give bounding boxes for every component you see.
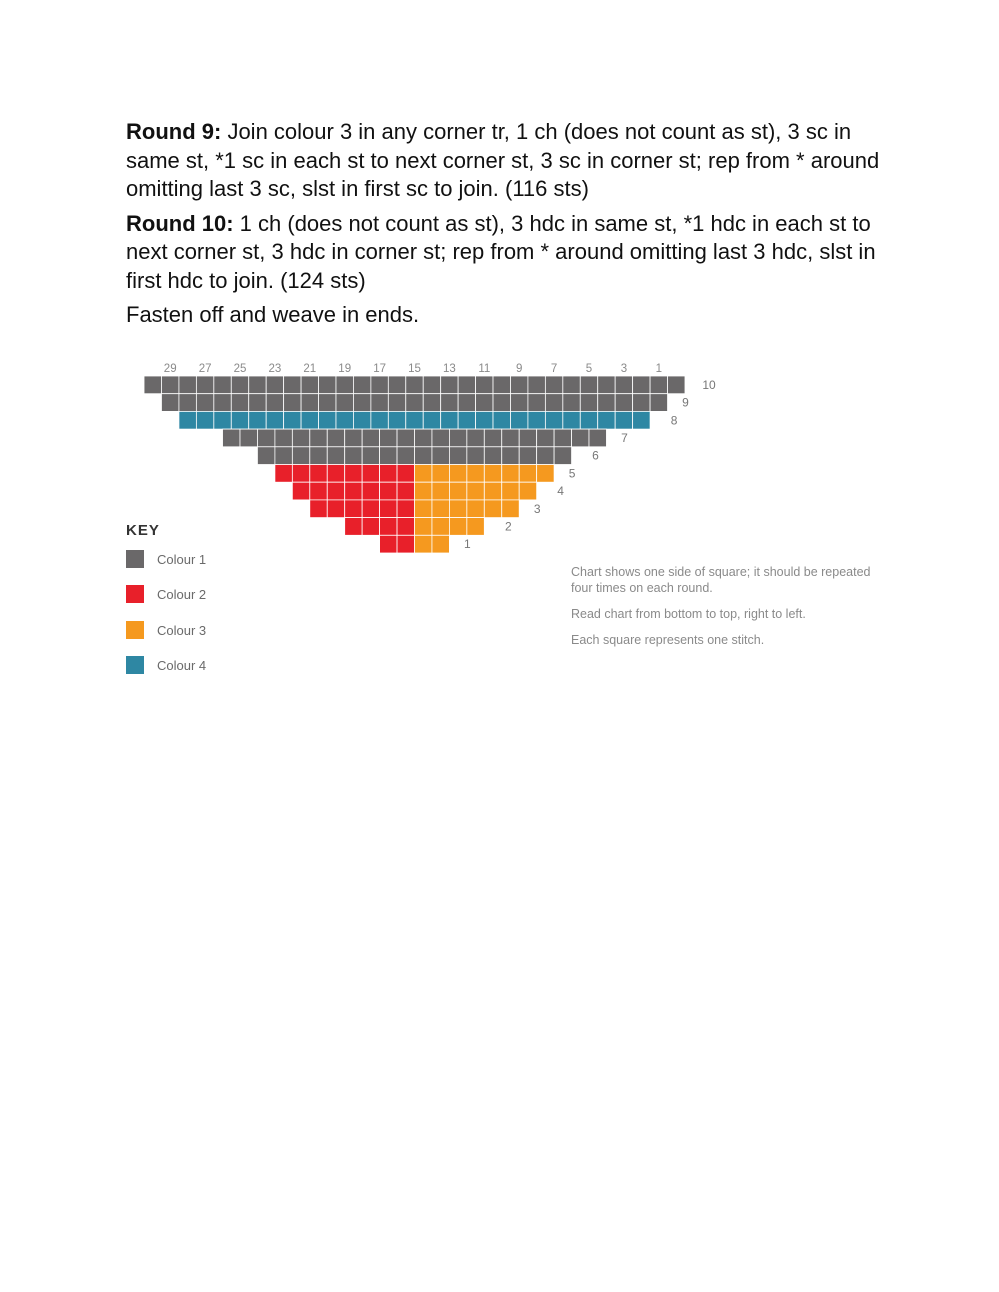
column-label: 25 bbox=[233, 363, 247, 375]
stitch-cell bbox=[502, 447, 519, 465]
stitch-cell bbox=[397, 518, 414, 536]
stitch-cell bbox=[327, 447, 344, 465]
stitch-cell bbox=[327, 465, 344, 483]
column-label: 15 bbox=[408, 363, 421, 375]
stitch-cell bbox=[415, 500, 432, 518]
stitch-cell bbox=[249, 394, 266, 412]
row-label: 1 bbox=[464, 537, 471, 552]
stitch-cell bbox=[292, 429, 309, 447]
stitch-cell bbox=[257, 429, 274, 447]
stitch-cell bbox=[292, 465, 309, 483]
stitch-cell bbox=[397, 535, 414, 553]
stitch-cell bbox=[266, 411, 283, 429]
stitch-cell bbox=[371, 376, 388, 394]
stitch-cell bbox=[449, 518, 466, 536]
key-item-colour-4 bbox=[126, 656, 206, 674]
key-title: KEY bbox=[126, 522, 160, 539]
note-reading-direction: Read chart from bottom to top, right to left. bbox=[571, 607, 806, 621]
chart-row-10 bbox=[144, 376, 685, 394]
stitch-cell bbox=[519, 482, 536, 500]
stitch-cell bbox=[484, 429, 501, 447]
stitch-cell bbox=[467, 447, 484, 465]
stitch-cell bbox=[371, 394, 388, 412]
round-10-label: Round 10: bbox=[126, 210, 234, 236]
stitch-cell bbox=[580, 411, 597, 429]
stitch-cell bbox=[572, 429, 589, 447]
colour-4-swatch bbox=[126, 656, 144, 674]
stitch-cell bbox=[380, 447, 397, 465]
column-label: 11 bbox=[478, 363, 491, 375]
stitch-cell bbox=[580, 394, 597, 412]
stitch-cell bbox=[415, 518, 432, 536]
stitch-cell bbox=[449, 465, 466, 483]
stitch-cell bbox=[179, 411, 196, 429]
colour-2-swatch bbox=[126, 585, 144, 603]
chart-row-3 bbox=[310, 500, 519, 518]
stitch-cell bbox=[223, 429, 240, 447]
stitch-cell bbox=[415, 465, 432, 483]
stitch-cell bbox=[319, 376, 336, 394]
stitch-cell bbox=[275, 465, 292, 483]
round-9-paragraph bbox=[126, 118, 886, 204]
key-item-colour-3 bbox=[126, 621, 206, 639]
column-label: 23 bbox=[268, 363, 282, 375]
stitch-cell bbox=[633, 376, 650, 394]
column-label: 17 bbox=[373, 363, 386, 375]
stitch-cell bbox=[415, 482, 432, 500]
chart-row-7 bbox=[223, 429, 607, 447]
stitch-cell bbox=[510, 376, 527, 394]
stitch-cell bbox=[319, 411, 336, 429]
colour-4-label: Colour 4 bbox=[157, 657, 207, 673]
row-label: 5 bbox=[568, 466, 576, 481]
stitch-cell bbox=[353, 376, 370, 394]
stitch-cell bbox=[528, 394, 545, 412]
stitch-cell bbox=[432, 465, 449, 483]
stitch-cell bbox=[537, 447, 554, 465]
stitch-cell bbox=[353, 411, 370, 429]
stitch-cell bbox=[415, 447, 432, 465]
stitch-cell bbox=[397, 429, 414, 447]
chart-notes bbox=[571, 564, 871, 658]
column-label: 19 bbox=[338, 363, 352, 375]
stitch-cell bbox=[458, 376, 475, 394]
stitch-cell bbox=[650, 394, 667, 412]
stitch-cell bbox=[528, 411, 545, 429]
row-label: 8 bbox=[670, 413, 678, 428]
stitch-cell bbox=[432, 447, 449, 465]
stitch-cell bbox=[598, 394, 615, 412]
stitch-cell bbox=[249, 411, 266, 429]
stitch-cell bbox=[345, 500, 362, 518]
stitch-cell bbox=[633, 394, 650, 412]
stitch-cell bbox=[257, 447, 274, 465]
stitch-cell bbox=[432, 535, 449, 553]
stitch-cell bbox=[467, 429, 484, 447]
stitch-cell bbox=[196, 376, 213, 394]
stitch-cell bbox=[327, 500, 344, 518]
stitch-cell bbox=[196, 394, 213, 412]
stitch-cell bbox=[502, 429, 519, 447]
colour-1-swatch bbox=[126, 550, 144, 568]
column-label: 13 bbox=[443, 363, 456, 375]
stitch-cell bbox=[432, 518, 449, 536]
stitch-cell bbox=[380, 535, 397, 553]
stitch-cell bbox=[345, 429, 362, 447]
stitch-cell bbox=[292, 447, 309, 465]
stitch-cell bbox=[362, 518, 379, 536]
chart-row-2 bbox=[345, 518, 485, 536]
stitch-cell bbox=[380, 429, 397, 447]
stitch-cell bbox=[449, 482, 466, 500]
round-10-text: 1 ch (does not count as st), 3 hdc in same st, *1 hdc in each st to next corner st, 3 hdc in corner st; rep from * around omitting last 3 hdc, slst in first hdc to join. (124 sts) bbox=[126, 210, 876, 293]
stitch-cell bbox=[476, 394, 493, 412]
key-item-colour-1 bbox=[126, 550, 206, 568]
column-label: 9 bbox=[515, 363, 523, 375]
stitch-cell bbox=[467, 518, 484, 536]
round-9-label: Round 9: bbox=[126, 119, 222, 144]
stitch-cell bbox=[493, 411, 510, 429]
column-label: 29 bbox=[163, 363, 177, 375]
note-stitch-square: Each square represents one stitch. bbox=[571, 633, 765, 647]
stitch-cell bbox=[388, 394, 405, 412]
stitch-cell bbox=[615, 394, 632, 412]
stitch-cell bbox=[484, 447, 501, 465]
stitch-cell bbox=[240, 429, 257, 447]
stitch-cell bbox=[179, 376, 196, 394]
stitch-cell bbox=[231, 394, 248, 412]
stitch-cell bbox=[441, 394, 458, 412]
stitch-cell bbox=[432, 500, 449, 518]
row-label: 3 bbox=[533, 501, 541, 516]
stitch-cell bbox=[310, 465, 327, 483]
stitch-cell bbox=[371, 411, 388, 429]
stitch-cell bbox=[301, 411, 318, 429]
stitch-cell bbox=[423, 376, 440, 394]
stitch-cell bbox=[362, 447, 379, 465]
stitch-cell bbox=[345, 465, 362, 483]
stitch-cell bbox=[161, 394, 178, 412]
stitch-cell bbox=[380, 465, 397, 483]
stitch-cell bbox=[406, 411, 423, 429]
stitch-cell bbox=[449, 500, 466, 518]
stitch-cell bbox=[362, 465, 379, 483]
stitch-cell bbox=[397, 465, 414, 483]
stitch-cell bbox=[380, 482, 397, 500]
stitch-cell bbox=[301, 376, 318, 394]
stitch-cell bbox=[554, 429, 571, 447]
finish-paragraph: Fasten off and weave in ends. bbox=[126, 302, 420, 327]
row-label: 4 bbox=[557, 484, 564, 499]
stitch-cell bbox=[310, 447, 327, 465]
chart-row-9 bbox=[161, 394, 667, 412]
stitch-cell bbox=[144, 376, 161, 394]
stitch-cell bbox=[179, 394, 196, 412]
row-label: 6 bbox=[592, 448, 599, 463]
stitch-cell bbox=[423, 411, 440, 429]
stitch-cell bbox=[519, 447, 536, 465]
colour-3-swatch bbox=[126, 621, 144, 639]
stitch-cell bbox=[388, 411, 405, 429]
stitch-cell bbox=[615, 376, 632, 394]
column-label: 7 bbox=[550, 363, 558, 375]
stitch-cell bbox=[502, 482, 519, 500]
stitch-cell bbox=[650, 376, 667, 394]
stitch-cell bbox=[231, 376, 248, 394]
column-label: 3 bbox=[620, 363, 628, 375]
stitch-cell bbox=[537, 429, 554, 447]
stitch-cell bbox=[519, 429, 536, 447]
row-label: 10 bbox=[702, 377, 716, 392]
stitch-cell bbox=[449, 447, 466, 465]
stitch-cell bbox=[510, 394, 527, 412]
stitch-cell bbox=[362, 429, 379, 447]
stitch-cell bbox=[484, 465, 501, 483]
stitch-cell bbox=[598, 376, 615, 394]
key-item-colour-2 bbox=[126, 585, 206, 603]
stitch-cell bbox=[476, 411, 493, 429]
stitch-cell bbox=[476, 376, 493, 394]
stitch-cell bbox=[336, 394, 353, 412]
stitch-cell bbox=[598, 411, 615, 429]
colour-1-label: Colour 1 bbox=[157, 551, 207, 567]
stitch-cell bbox=[301, 394, 318, 412]
stitch-cell bbox=[484, 482, 501, 500]
stitch-cell bbox=[380, 500, 397, 518]
stitch-cell bbox=[589, 429, 606, 447]
stitch-cell bbox=[362, 500, 379, 518]
stitch-cell bbox=[327, 482, 344, 500]
chart-row-6 bbox=[257, 447, 571, 465]
stitch-cell bbox=[336, 376, 353, 394]
pattern-instructions bbox=[126, 118, 886, 336]
stitch-cell bbox=[266, 394, 283, 412]
stitch-cell bbox=[406, 376, 423, 394]
stitch-cell bbox=[284, 411, 301, 429]
stitch-cell bbox=[441, 376, 458, 394]
stitch-cell bbox=[423, 394, 440, 412]
stitch-cell bbox=[432, 482, 449, 500]
stitch-cell bbox=[275, 447, 292, 465]
stitch-cell bbox=[510, 411, 527, 429]
stitch-cell bbox=[275, 429, 292, 447]
stitch-cell bbox=[432, 429, 449, 447]
note-repeat: Chart shows one side of square; it should be repeated four times on each round. bbox=[571, 565, 871, 595]
stitch-cell bbox=[502, 500, 519, 518]
stitch-cell bbox=[284, 376, 301, 394]
stitch-cell bbox=[449, 429, 466, 447]
row-label: 9 bbox=[682, 395, 689, 410]
stitch-cell bbox=[528, 376, 545, 394]
stitch-cell bbox=[380, 518, 397, 536]
round-9-text: Join colour 3 in any corner tr, 1 ch (does not count as st), 3 sc in same st, *1 sc in each st to next corner st, 3 sc in corner st; rep from * around omitting last 3 sc, slst in first sc to join. (116 sts) bbox=[126, 119, 880, 201]
stitch-cell bbox=[196, 411, 213, 429]
stitch-cell bbox=[493, 394, 510, 412]
chart-row-5 bbox=[275, 465, 554, 483]
stitch-cell bbox=[397, 500, 414, 518]
stitch-cell bbox=[353, 394, 370, 412]
stitch-cell bbox=[458, 411, 475, 429]
colour-2-label: Colour 2 bbox=[157, 586, 207, 602]
stitch-cell bbox=[292, 482, 309, 500]
stitch-cell bbox=[668, 376, 685, 394]
stitch-cell bbox=[493, 376, 510, 394]
stitch-cell bbox=[214, 394, 231, 412]
chart-row-1 bbox=[380, 535, 450, 553]
stitch-cell bbox=[345, 482, 362, 500]
stitch-cell bbox=[502, 465, 519, 483]
stitch-cell bbox=[345, 447, 362, 465]
stitch-cell bbox=[284, 394, 301, 412]
column-label: 21 bbox=[303, 363, 317, 375]
stitch-cell bbox=[397, 482, 414, 500]
stitch-cell bbox=[336, 411, 353, 429]
stitch-cell bbox=[266, 376, 283, 394]
row-label: 2 bbox=[504, 519, 512, 534]
colour-3-label: Colour 3 bbox=[157, 622, 207, 638]
stitch-cell bbox=[467, 482, 484, 500]
stitch-cell bbox=[554, 447, 571, 465]
stitch-cell bbox=[310, 500, 327, 518]
stitch-cell bbox=[319, 394, 336, 412]
stitch-cell bbox=[362, 482, 379, 500]
stitch-cell bbox=[580, 376, 597, 394]
stitch-cell bbox=[415, 535, 432, 553]
stitch-cell bbox=[563, 376, 580, 394]
row-label: 7 bbox=[621, 431, 628, 445]
stitch-cell bbox=[458, 394, 475, 412]
stitch-cell bbox=[310, 482, 327, 500]
stitch-cell bbox=[563, 394, 580, 412]
stitch-cell bbox=[415, 429, 432, 447]
chart-row-4 bbox=[292, 482, 536, 500]
stitch-cell bbox=[249, 376, 266, 394]
column-label: 5 bbox=[585, 363, 593, 375]
stitch-cell bbox=[231, 411, 248, 429]
stitch-cell bbox=[563, 411, 580, 429]
stitch-cell bbox=[537, 465, 554, 483]
stitch-cell bbox=[633, 411, 650, 429]
round-10-paragraph bbox=[126, 210, 886, 296]
column-label: 27 bbox=[198, 363, 212, 375]
stitch-cell bbox=[214, 376, 231, 394]
stitch-cell bbox=[388, 376, 405, 394]
stitch-cell bbox=[161, 376, 178, 394]
stitch-cell bbox=[467, 500, 484, 518]
chart-row-8 bbox=[179, 411, 650, 429]
stitch-cell bbox=[345, 518, 362, 536]
stitch-cell bbox=[214, 411, 231, 429]
stitch-cell bbox=[615, 411, 632, 429]
stitch-cell bbox=[310, 429, 327, 447]
stitch-cell bbox=[545, 394, 562, 412]
stitch-cell bbox=[545, 411, 562, 429]
stitch-cell bbox=[467, 465, 484, 483]
stitch-cell bbox=[519, 465, 536, 483]
stitch-cell bbox=[441, 411, 458, 429]
stitch-cell bbox=[397, 447, 414, 465]
stitch-cell bbox=[545, 376, 562, 394]
stitch-cell bbox=[327, 429, 344, 447]
column-label: 1 bbox=[655, 363, 663, 375]
stitch-cell bbox=[406, 394, 423, 412]
stitch-cell bbox=[484, 500, 501, 518]
